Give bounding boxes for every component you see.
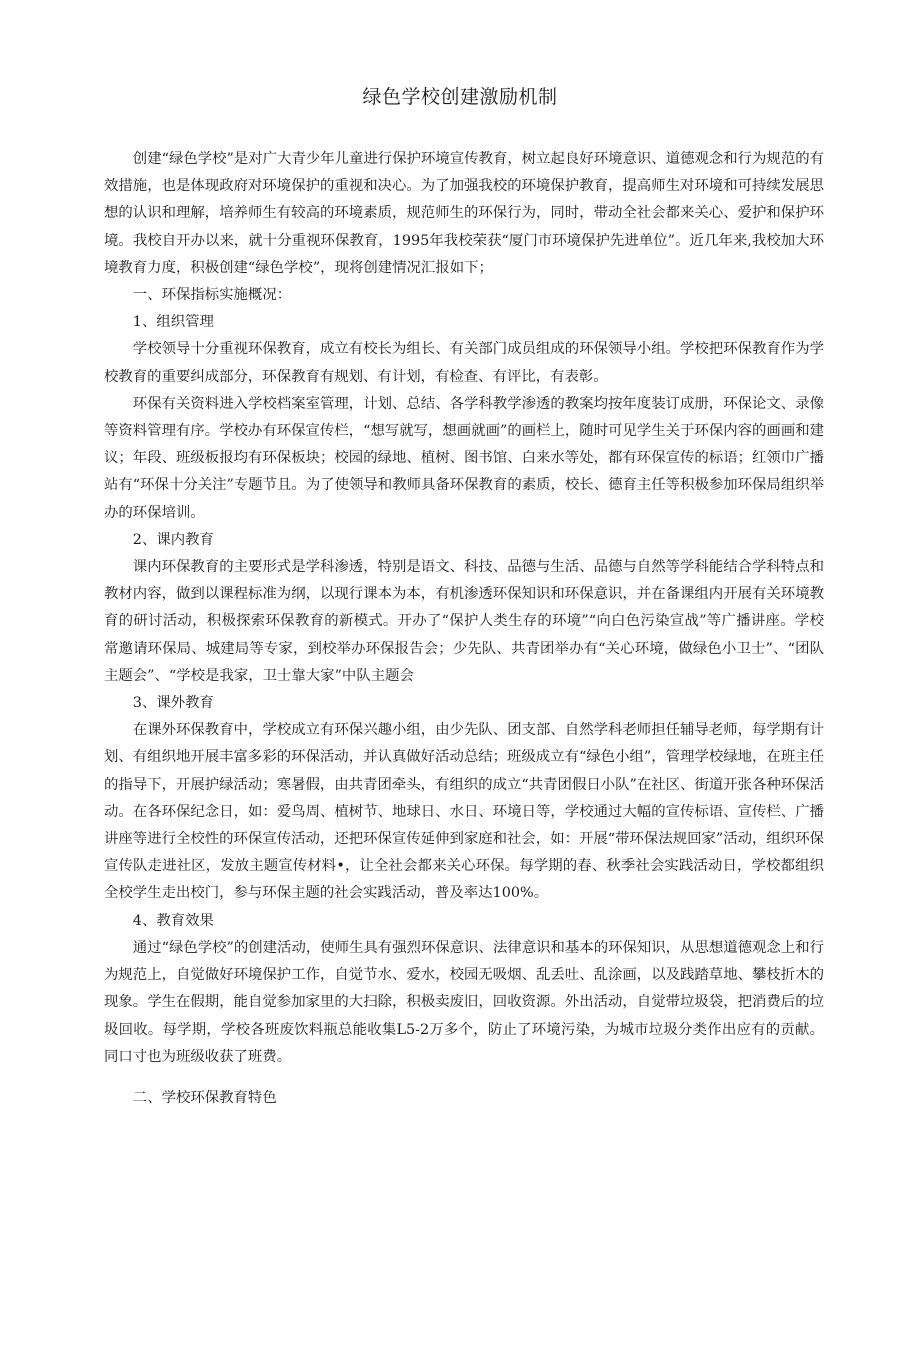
document-body <box>104 146 824 1112</box>
paragraph-results: 通过“绿色学校”的创建活动，使师生具有强烈环保意识、法律意识和基本的环保知识，从思想道德观念上和行为规范上，自觉做好环境保护工作，自觉节水、爱水，校园无吸烟、乱丢吐、乱涂画，以及践踏草地、攀枝折木的现象。学生在假期，能自觉参加家里的大扫除，积极卖废旧，回收资源。外出活动，自觉带垃圾袋，把消费后的垃圾回收。每学期，学校各班废饮料瓶总能收集L5-2万多个，防止了环境污染，为城市垃圾分类作出应有的贡献。同口寸也为班级收获了班费。 <box>104 939 824 1065</box>
document-title: 绿色学校创建激励机制 <box>362 86 558 108</box>
paragraph-archives: 环保有关资料进入学校档案室管理，计划、总结、各学科教学渗透的教案均按年度装订成册，环保论文、录像等资料管理有序。学校办有环保宣传栏，“想写就写，想画就画”的画栏上，随时可见学生关于环保内容的画画和建议；年段、班级板报均有环保板块；校园的绿地、植树、图书馆、白来水等处，都有环保宣传的标语；红领巾广播站有“环保十分关注”专题节且。为了使领导和教师具备环保教育的素质，校长、德育主任等积极参加环保局组织举办的环保培训。 <box>104 395 824 521</box>
section-heading-2: 二、学校环保教育特色 <box>132 1089 277 1106</box>
subsection-heading-extracurricular: 3、课外教育 <box>132 695 214 712</box>
subsection-heading-results: 4、教育效果 <box>132 912 214 929</box>
paragraph-organization: 学校领导十分重视环保教育，成立有校长为组长、有关部门成员组成的环保领导小组。学校把环保教育作为学校教育的重要纠成部分，环保教育有规划、有计划，有检查、有评比，有表彰。 <box>104 341 824 385</box>
section-heading-1: 一、环保指标实施概况： <box>132 287 292 304</box>
subsection-heading-organization: 1、组织管理 <box>132 314 214 331</box>
paragraph-intro: 创建“绿色学校”是对广大青少年儿童进行保护环境宣传教育，树立起良好环境意识、道德观念和行为规范的有效措施，也是体现政府对环境保护的重视和决心。为了加强我校的环境保护教育，提高师生对环境和可持续发展思想的认识和理解，培养师生有较高的环境素质，规范师生的环保行为，同时，带动全社会都来关心、爱护和保护环境。我校自开办以来，就十分重视环保教育，1995年我校荣获“厦门市环境保护先进单位”。近几年来,我校加大环境教育力度，积极创建“绿色学校”，现将创建情况汇报如下； <box>104 151 824 276</box>
paragraph-extracurricular: 在课外环保教育中，学校成立有环保兴趣小组，由少先队、团支部、自然学科老师担任辅导老师，每学期有计划、有组织地开展丰富多彩的环保活动，并认真做好活动总结；班级成立有“绿色小组”，管理学校绿地，在班主任的指导下，开展护绿活动；寒暑假，由共青团牵头，有组织的成立“共青团假日小队”在社区、街道开张各种环保活动。在各环保纪念日，如：爱鸟周、植树节、地球日、水日、环境日等，学校通过大幅的宣传标语、宣传栏、广播讲座等进行全校性的环保宣传活动，还把环保宣传延伸到家庭和社会，如：开展“带环保法规回家”活动，组织环保宣传队走进社区，发放主题宣传材料•，让全社会都来关心环保。每学期的春、秋季社会实践活动日，学校都组织全校学生走出校门，参与环保主题的社会实践活动，普及率达100%。 <box>104 722 824 902</box>
subsection-heading-in-class: 2、课内教育 <box>132 531 214 548</box>
paragraph-in-class: 课内环保教育的主要形式是学科渗透，特别是语文、科技、品德与生活、品德与自然等学科能结合学科特点和教材内容，做到以课程标准为纲，以现行课本为本，有机渗透环保知识和环保意识，并在备课组内开展有关环境教育的研讨活动，积极探索环保教育的新模式。开办了“保护人类生存的环境”“向白色污染宣战”等广播讲座。学校常邀请环保局、城建局等专家，到校举办环保报告会；少先队、共青团举办有“关心环境，做绿色小卫士”、“团队主题会”、“学校是我家，卫士靠大家”中队主题会 <box>104 559 824 684</box>
